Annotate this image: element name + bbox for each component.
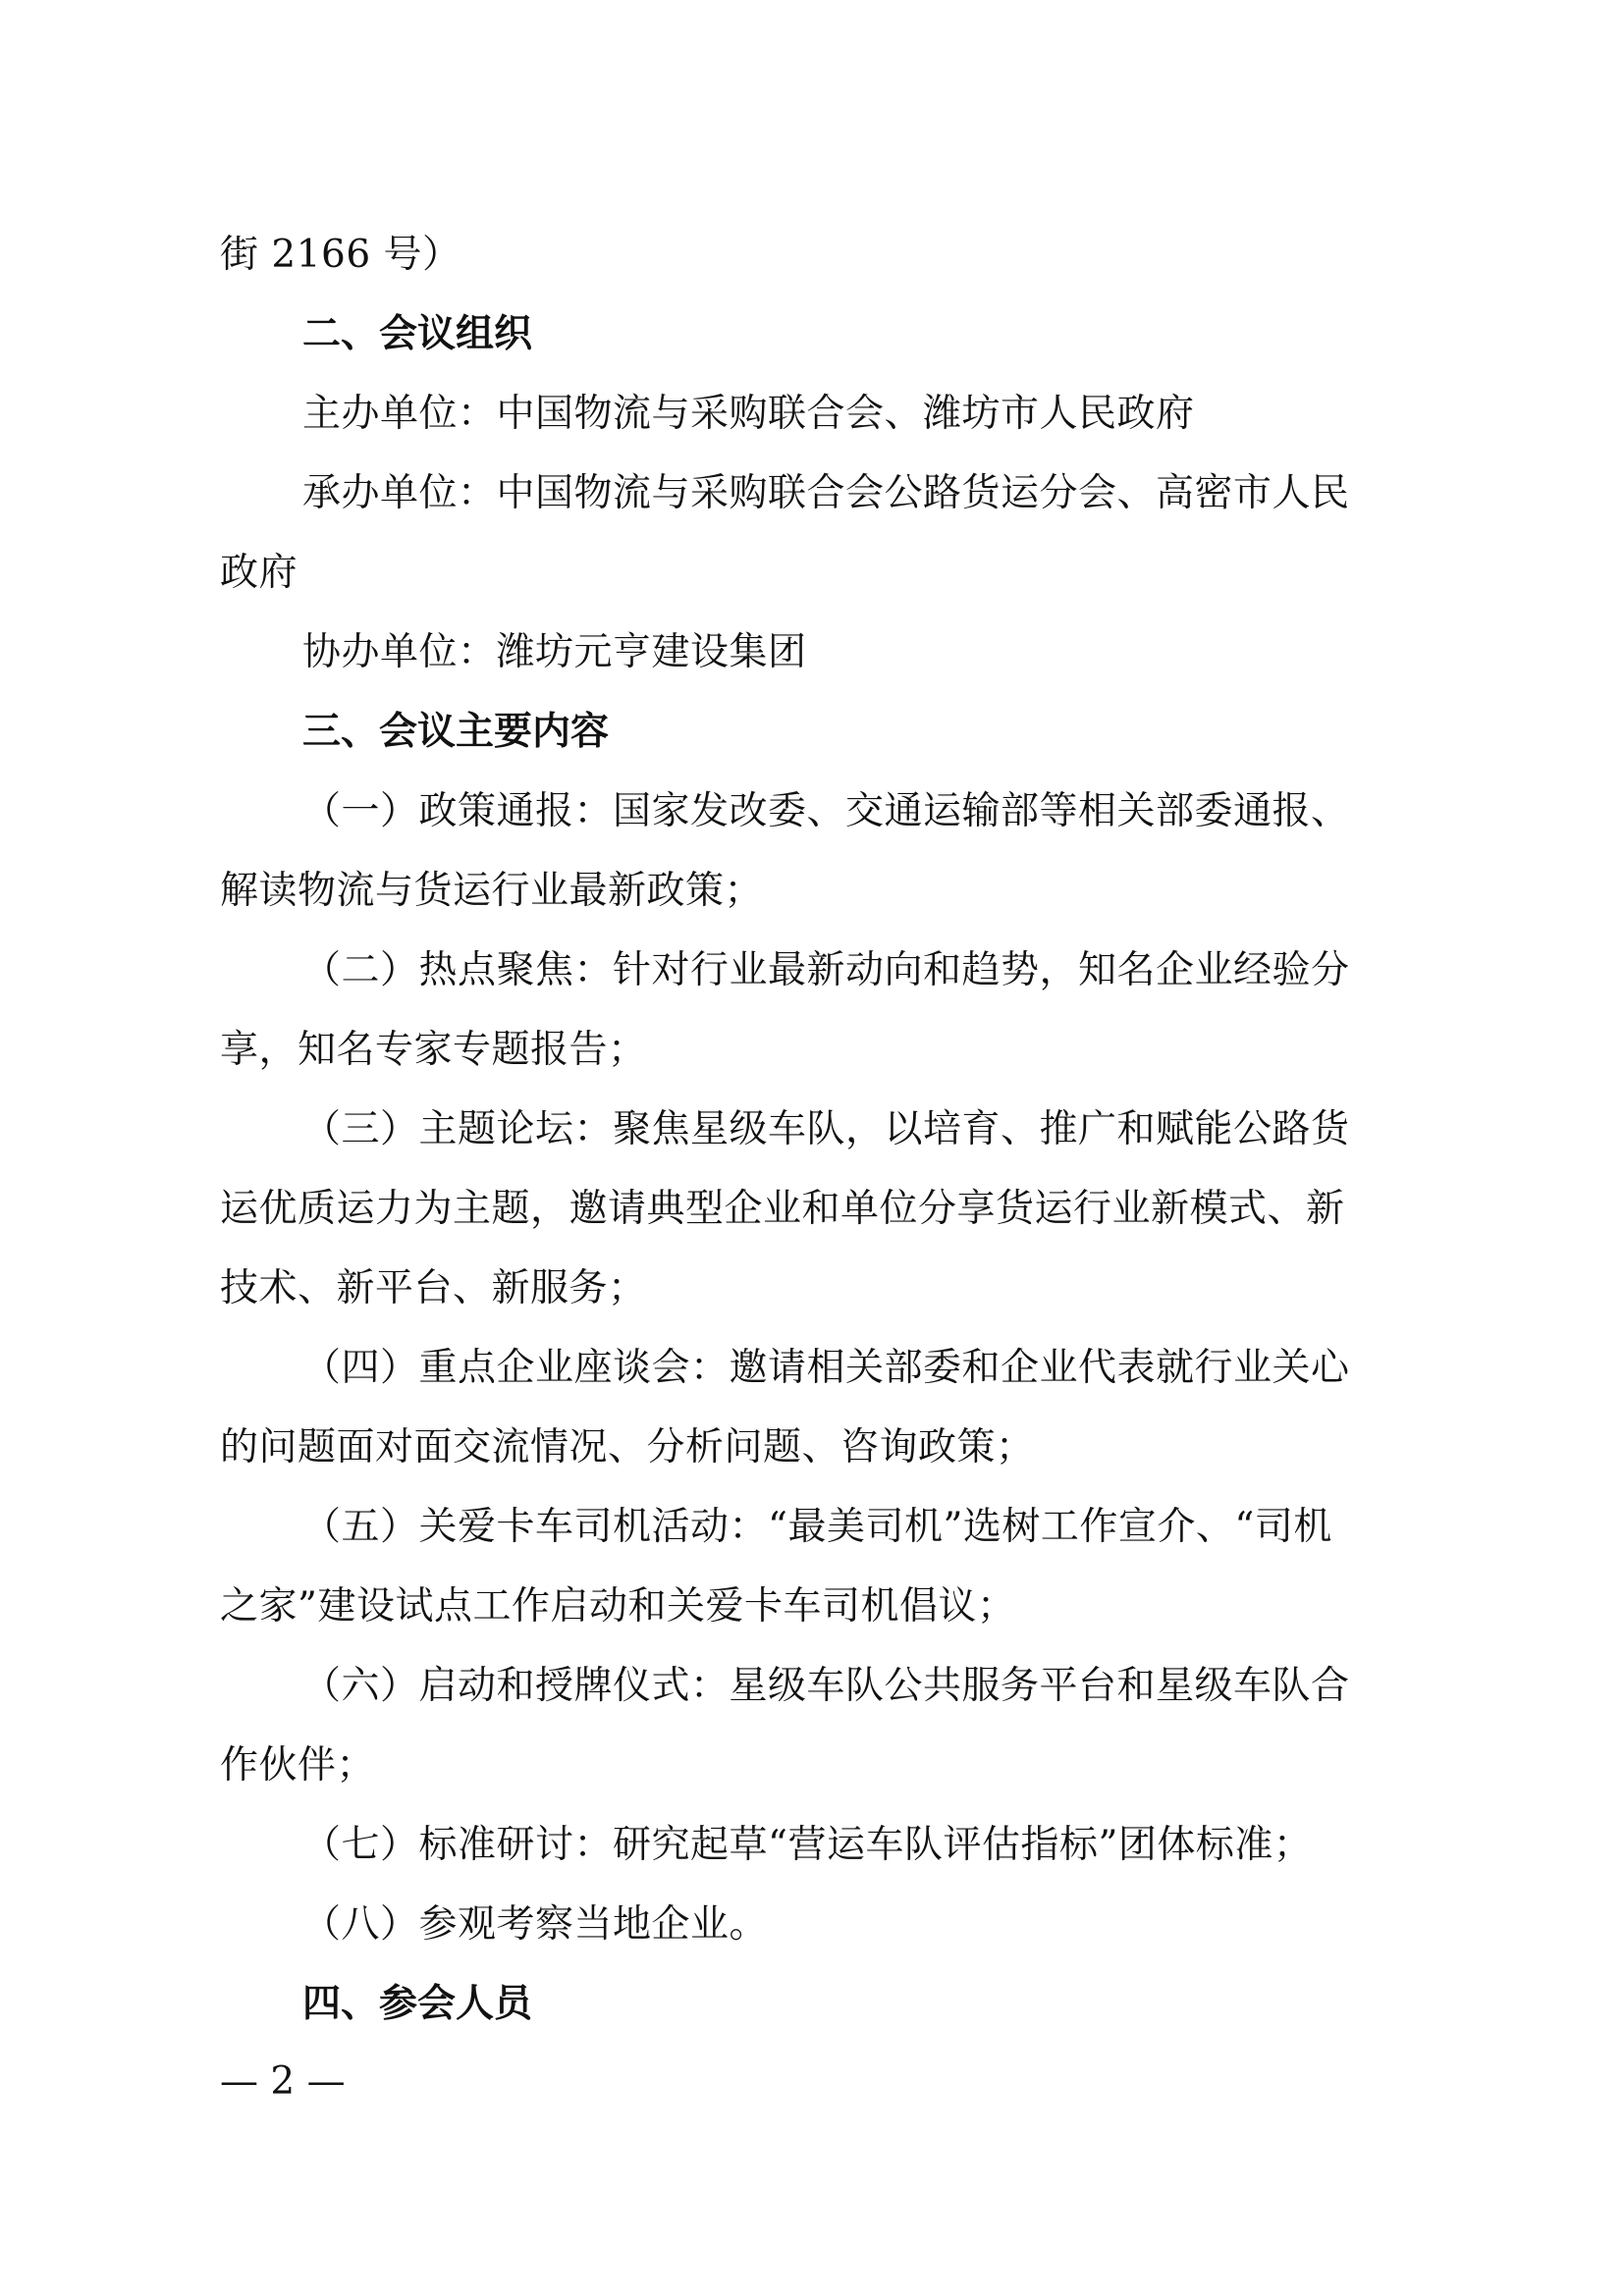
content-item-4 [220, 1328, 1420, 1487]
content-item-2-line2: 享，知名专家专题报告； [220, 1028, 647, 1072]
content-item-5-line2: 之家”建设试点工作启动和关爱卡车司机倡议； [220, 1584, 1016, 1629]
address-continuation-text: 街 2166 号） [220, 233, 461, 277]
content-item-4-line2: 的问题面对面交流情况、分析问题、咨询政策； [220, 1425, 1035, 1469]
co-organizer-unit-text: 协办单位：潍坊元亨建设集团 [302, 630, 807, 674]
content-item-3-line2: 运优质运力为主题，邀请典型企业和单位分享货运行业新模式、新 [220, 1187, 1345, 1231]
host-unit [220, 374, 1420, 454]
content-item-4-line1: （四）重点企业座谈会：邀请相关部委和企业代表就行业关心 [302, 1346, 1350, 1390]
content-item-6 [220, 1646, 1420, 1805]
content-item-5-line1: （五）关爱卡车司机活动：“最美司机”选树工作宣介、“司机 [302, 1505, 1332, 1549]
co-organizer-unit [220, 613, 1420, 692]
section-heading-organization: 二、会议组织 [302, 312, 533, 356]
content-item-7-text: （七）标准研讨：研究起草“营运车队评估指标”团体标准； [302, 1823, 1313, 1867]
section-heading-content: 三、会议主要内容 [302, 710, 610, 754]
organizer-unit-line2: 政府 [220, 551, 298, 595]
content-item-1-line2: 解读物流与货运行业最新政策； [220, 869, 764, 913]
organizer-unit [220, 454, 1420, 613]
content-item-2-line1: （二）热点聚焦：针对行业最新动向和趋势，知名企业经验分 [302, 948, 1350, 992]
page-number: — 2 — [220, 2059, 346, 2104]
content-item-8 [220, 1885, 1420, 1964]
host-unit-text: 主办单位：中国物流与采购联合会、潍坊市人民政府 [302, 392, 1195, 436]
document-body [220, 215, 1420, 2044]
content-item-5 [220, 1487, 1420, 1646]
content-item-3 [220, 1090, 1420, 1328]
content-item-3-line1: （三）主题论坛：聚焦星级车队，以培育、推广和赋能公路货 [302, 1107, 1350, 1151]
content-item-1-line1: （一）政策通报：国家发改委、交通运输部等相关部委通报、 [302, 789, 1350, 833]
content-item-7 [220, 1805, 1420, 1885]
content-item-8-text: （八）参观考察当地企业。 [302, 1902, 769, 1947]
content-item-6-line2: 作伙伴； [220, 1743, 376, 1788]
organizer-unit-line1: 承办单位：中国物流与采购联合会公路货运分会、高密市人民 [302, 471, 1350, 515]
content-item-3-line3: 技术、新平台、新服务； [220, 1266, 647, 1310]
content-item-1 [220, 772, 1420, 931]
content-item-6-line1: （六）启动和授牌仪式：星级车队公共服务平台和星级车队合 [302, 1664, 1350, 1708]
content-item-2 [220, 931, 1420, 1090]
address-continuation [220, 215, 1420, 294]
section-heading-participants: 四、参会人员 [302, 1982, 533, 2026]
